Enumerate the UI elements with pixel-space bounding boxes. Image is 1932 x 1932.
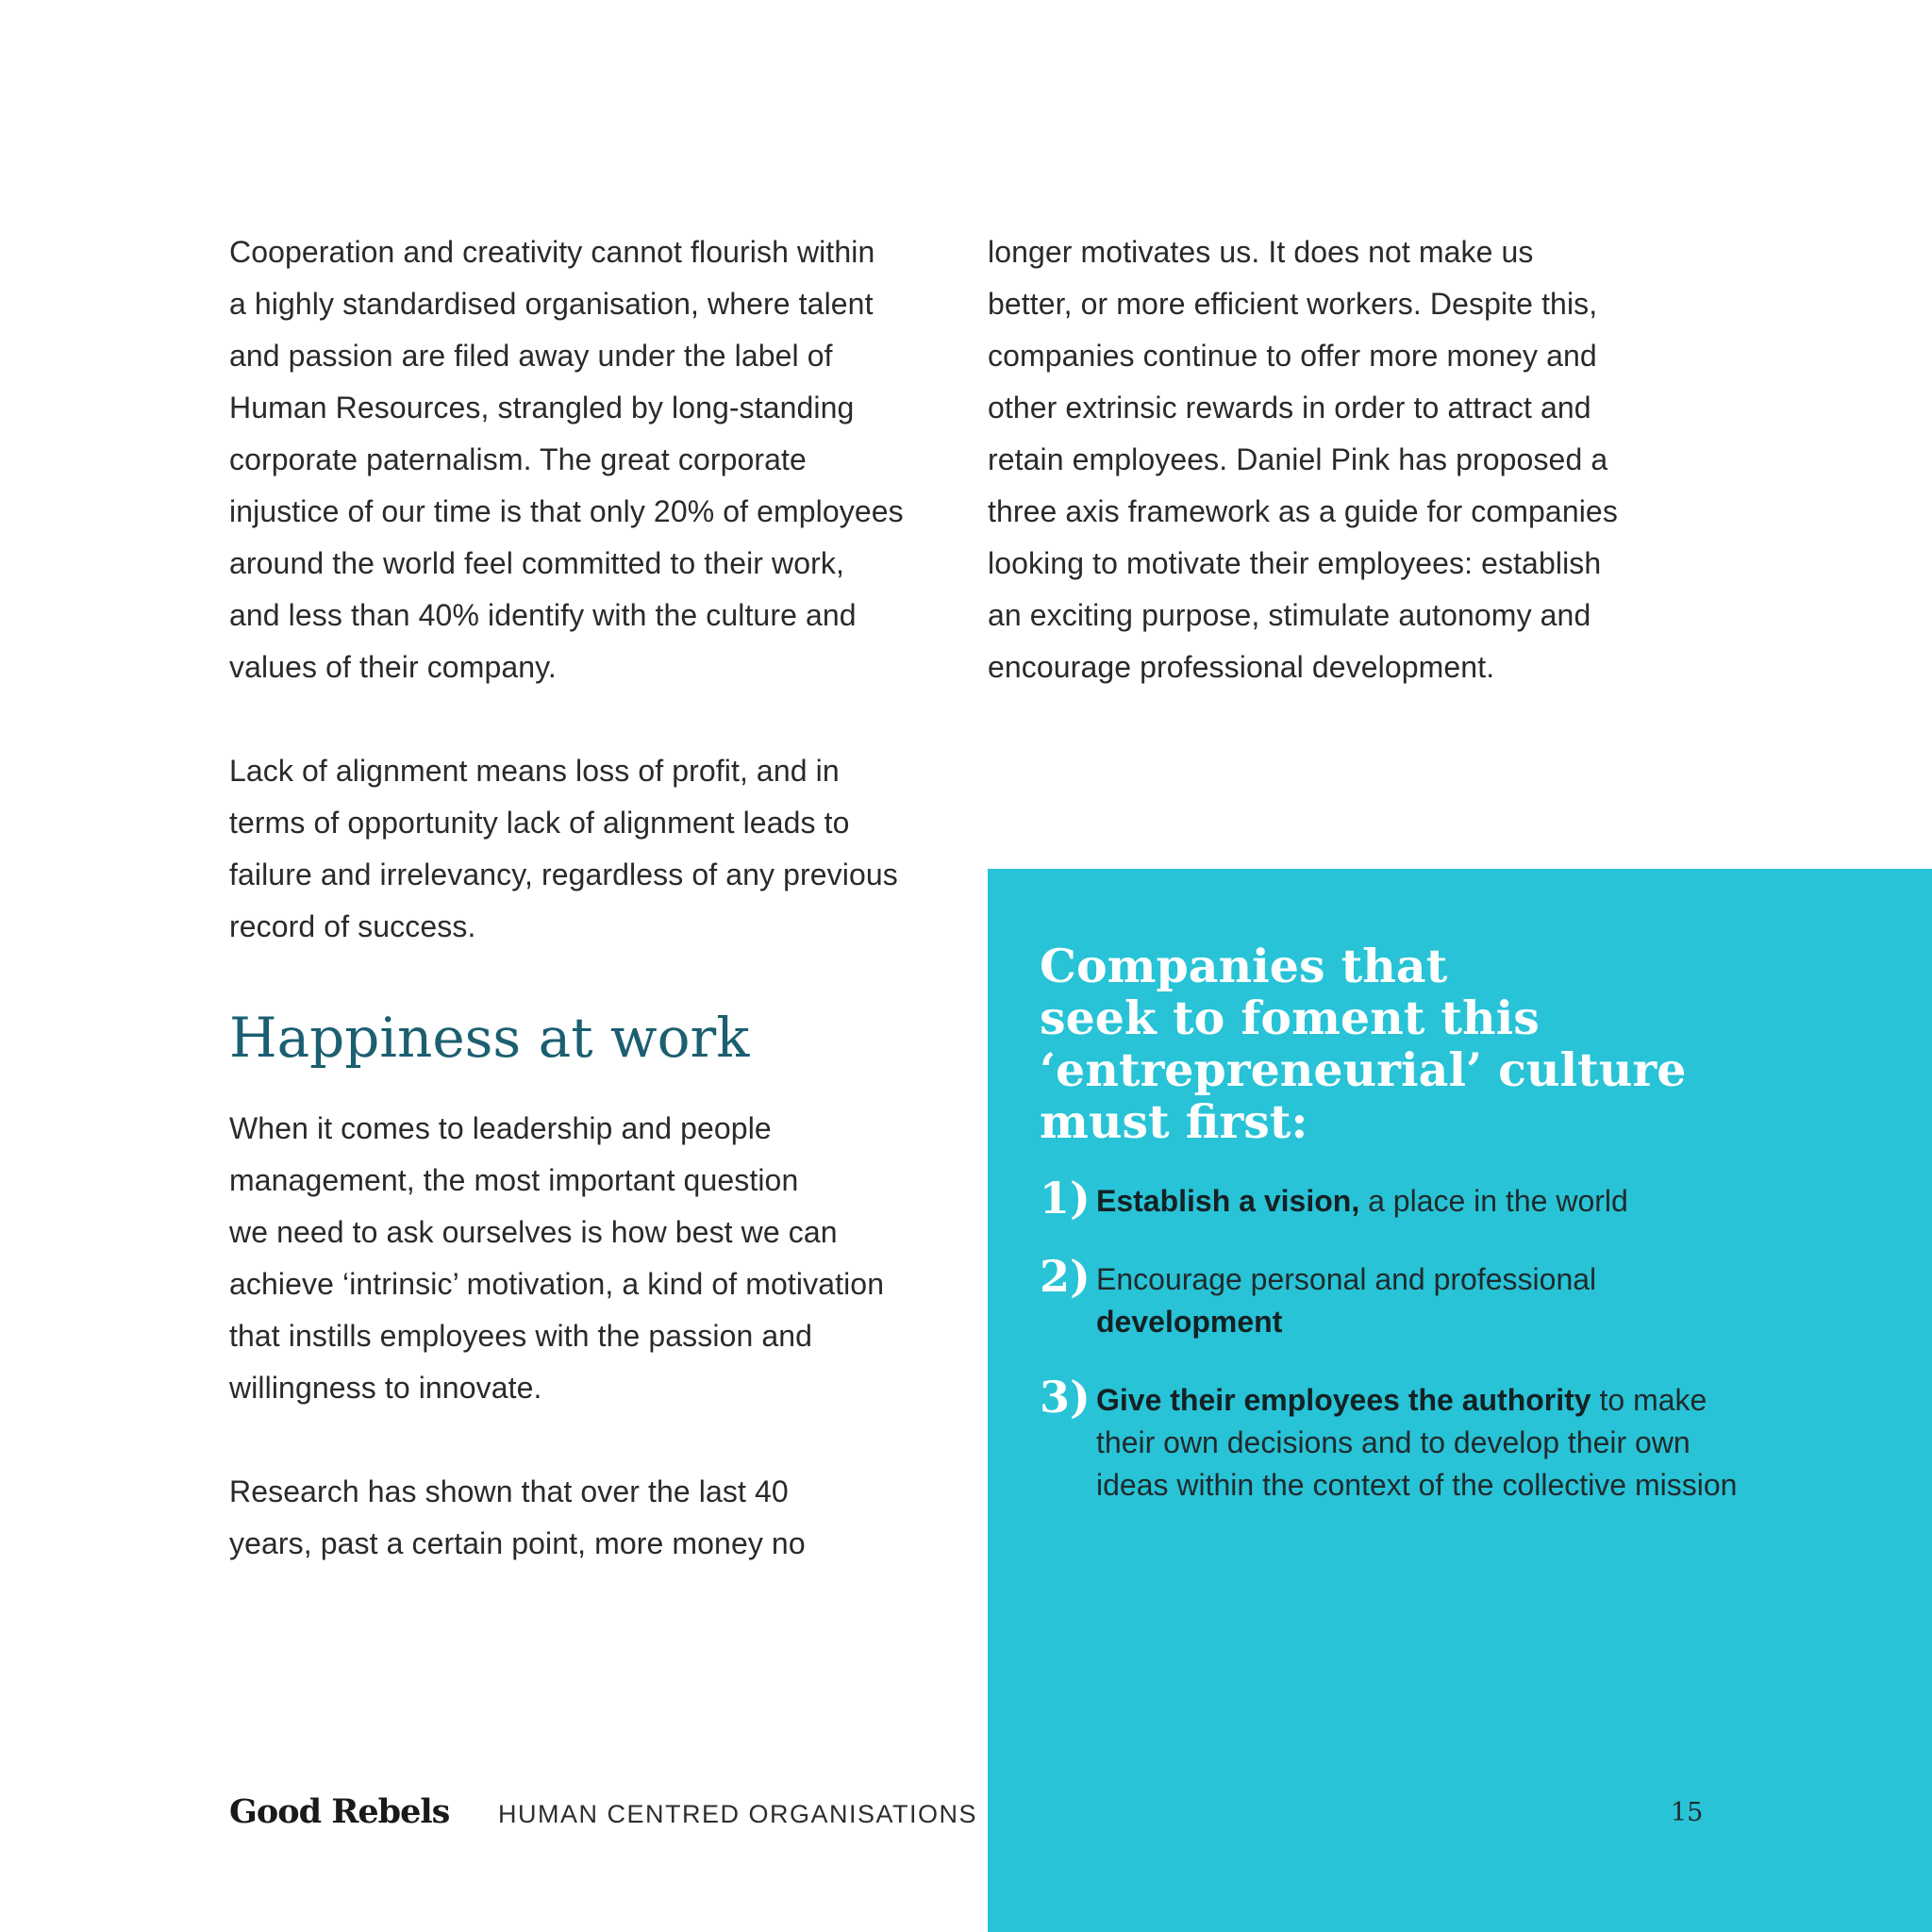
paragraph-alignment: Lack of alignment means loss of profit, and in terms of opportunity lack of alignment leads to failure and irrelevancy, regardless of any previous record of success.	[229, 754, 898, 943]
callout-list-item	[1040, 1251, 1757, 1343]
list-item-bold-lead: Give their employees the authority	[1096, 1383, 1591, 1417]
list-number: 3)	[1040, 1372, 1091, 1423]
callout-box	[988, 869, 1932, 1932]
list-item-text: to make their own decisions and to develop their own ideas within the context of the collective mission	[1096, 1383, 1738, 1502]
list-item-text: a place in the world	[1359, 1184, 1628, 1218]
callout-list-item	[1040, 1173, 1757, 1224]
callout-title: Companies that seek to foment this ‘entrepreneurial’ culture must first:	[1040, 939, 1687, 1149]
list-item-bold-tail: development	[1096, 1305, 1283, 1339]
left-column	[229, 226, 956, 1622]
callout-list-item	[1040, 1372, 1757, 1507]
section-heading-happiness: Happiness at work	[229, 1006, 750, 1070]
callout-list	[1040, 1173, 1757, 1542]
good-rebels-logo: Good Rebels	[229, 1792, 450, 1831]
right-column	[988, 226, 1705, 745]
paragraph-research: Research has shown that over the last 40 years, past a certain point, more money no	[229, 1474, 806, 1560]
page-number: 15	[1671, 1798, 1704, 1827]
list-item-bold-lead: Establish a vision,	[1096, 1184, 1360, 1218]
paragraph-motivation: longer motivates us. It does not make us better, or more efficient workers. Despite this, companies continue to offer more money and other extrinsic rewards in order to attract and retain employees. Daniel Pink has proposed a three axis framework as a guide for companies looking to motivate their employees: establish an exciting purpose, stimulate autonomy and encourage professional development.	[988, 235, 1618, 684]
list-number: 2)	[1040, 1251, 1091, 1302]
paragraph-cooperation: Cooperation and creativity cannot flourish within a highly standardised organisation, where talent and passion are filed away under the label of Human Resources, strangled by long-standing corporate paternalism. The great corporate injustice of our time is that only 20% of employees around the world feel committed to their work, and less than 40% identify with the culture and values of their company.	[229, 235, 904, 684]
list-item-text: Encourage personal and professional	[1096, 1262, 1597, 1296]
footer-publication-title: HUMAN CENTRED ORGANISATIONS	[498, 1800, 978, 1828]
paragraph-leadership: When it comes to leadership and people management, the most important question we need to ask ourselves is how best we can achieve ‘intrinsic’ motivation, a kind of motivation that instills employees with the passion and willingness to innovate.	[229, 1111, 885, 1405]
list-number: 1)	[1040, 1173, 1091, 1224]
